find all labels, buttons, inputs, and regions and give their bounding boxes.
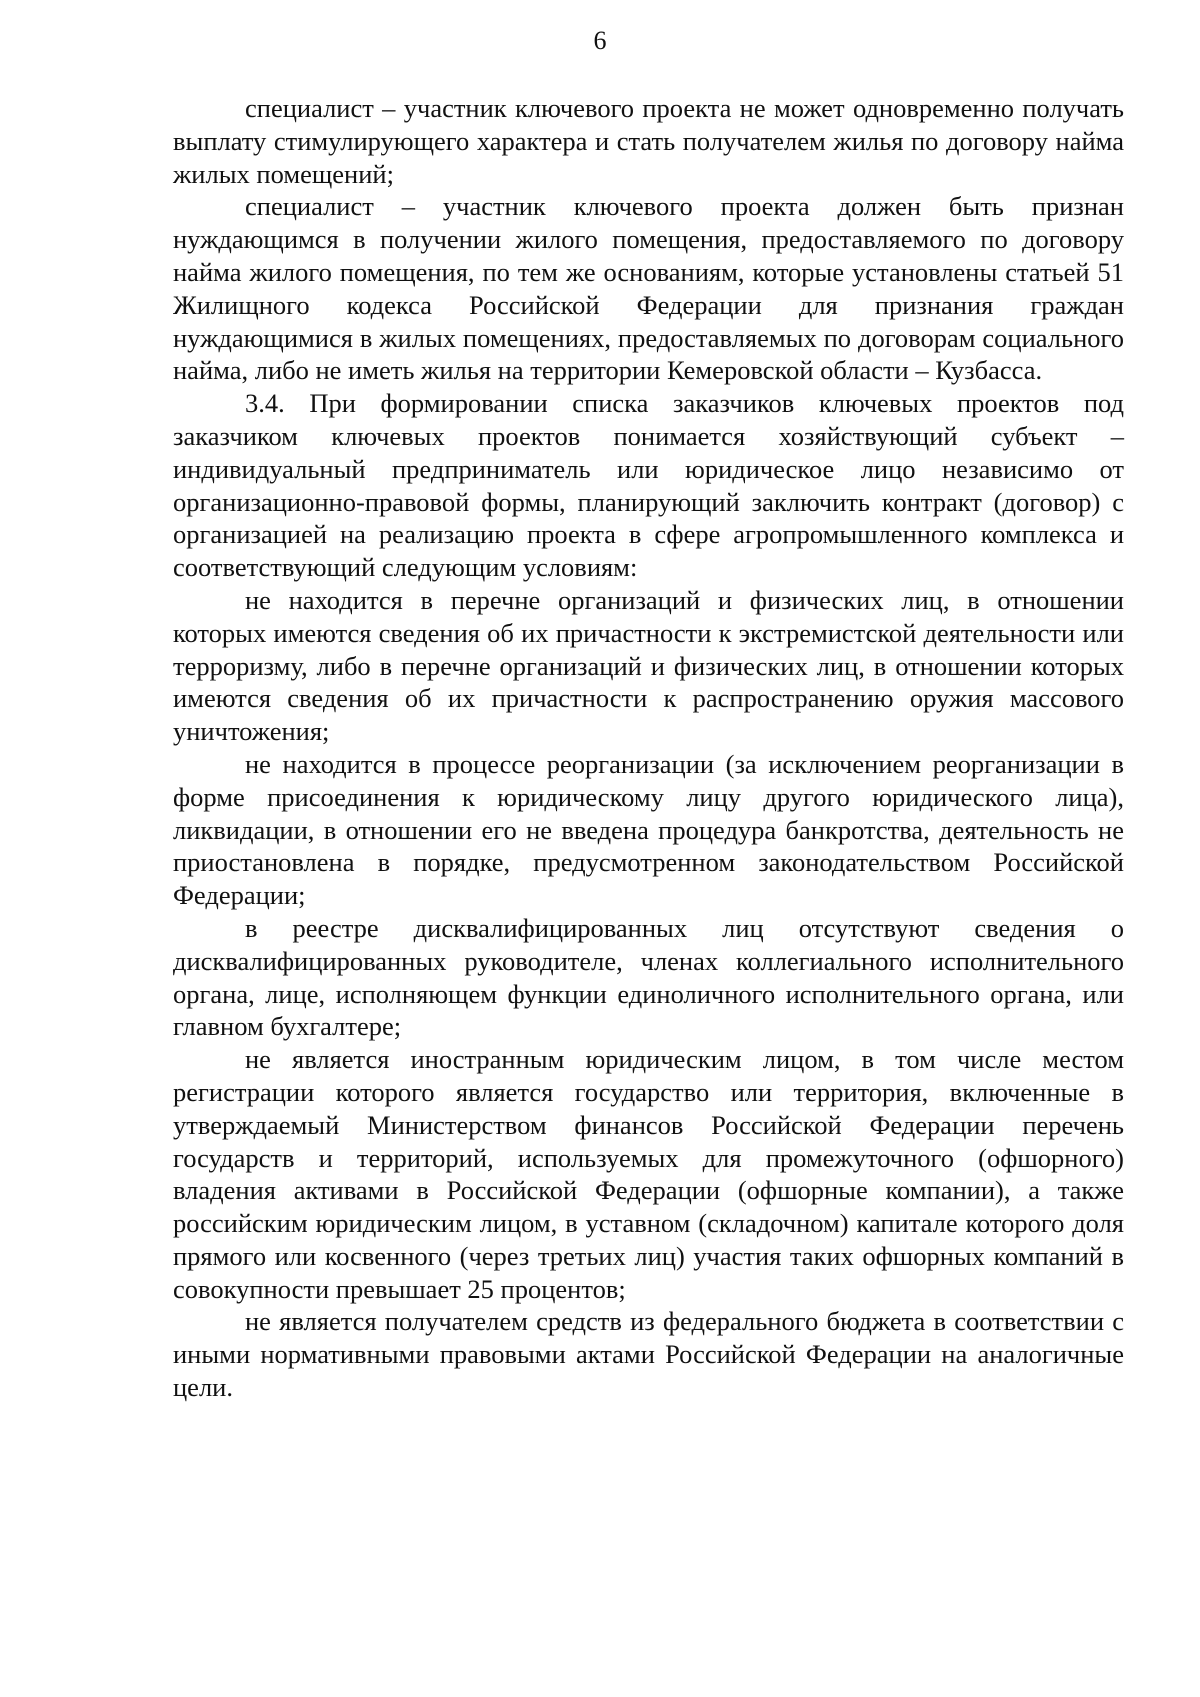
paragraph-specialist-payment: специалист – участник ключевого проекта не может одновременно получать выплату стимулирующего характера и стать получателем жилья по договору найма жилых помещений; xyxy=(173,93,1124,189)
page-number: 6 xyxy=(593,26,607,55)
document-body xyxy=(173,92,1124,1404)
paragraph-condition-disqualified: в реестре дисквалифицированных лиц отсутствуют сведения о дисквалифицированных руководителе, членах коллегиального исполнительного органа, лице, исполняющем функции единоличного исполнительного органа, или главном бухгалтере; xyxy=(173,912,1124,1042)
paragraph-specialist-housing-need: специалист – участник ключевого проекта должен быть признан нуждающимся в получении жилого помещения, предоставляемого по договору найма жилого помещения, по тем же основаниям, которые установлены статьей 51 Жилищного кодекса Российской Федерации для признания граждан нуждающимися в жилых помещениях, предоставляемых по договорам социального найма, либо не иметь жилья на территории Кемеровской области – Кузбасса. xyxy=(173,191,1124,386)
paragraph-condition-federal-budget: не является получателем средств из федерального бюджета в соответствии с иными нормативными правовыми актами Российской Федерации на аналогичные цели. xyxy=(173,1306,1124,1403)
paragraph-condition-extremism: не находится в перечне организаций и физических лиц, в отношении которых имеются сведения об их причастности к экстремистской деятельности или терроризму, либо в перечне организаций и физических лиц, в отношении которых имеются сведения об их причастности к распространению оружия массового уничтожения; xyxy=(173,584,1124,747)
paragraph-condition-offshore: не является иностранным юридическим лицом, в том числе местом регистрации которого является государство или территория, включенные в утверждаемый Министерством финансов Российской Федерации перечень государств и территорий, используемых для промежуточного (офшорного) владения активами в Российской Федерации (офшорные компании), а также российским юридическим лицом, в уставном (складочном) капитале которого доля прямого или косвенного (через третьих лиц) участия таких офшорных компаний в совокупности превышает 25 процентов; xyxy=(173,1044,1124,1304)
paragraph-condition-reorganization: не находится в процессе реорганизации (за исключением реорганизации в форме присоединения к юридическому лицу другого юридического лица), ликвидации, в отношении его не введена процедура банкротства, деятельность не приостановлена в порядке, предусмотренном законодательством Российской Федерации; xyxy=(173,748,1124,911)
paragraph-section-3-4: 3.4. При формировании списка заказчиков ключевых проектов под заказчиком ключевых проектов понимается хозяйствующий субъект – индивидуальный предприниматель или юридическое лицо независимо от организационно-правовой формы, планирующий заключить контракт (договор) с организацией на реализацию проекта в сфере агропромышленного комплекса и соответствующий следующим условиям: xyxy=(173,388,1124,583)
